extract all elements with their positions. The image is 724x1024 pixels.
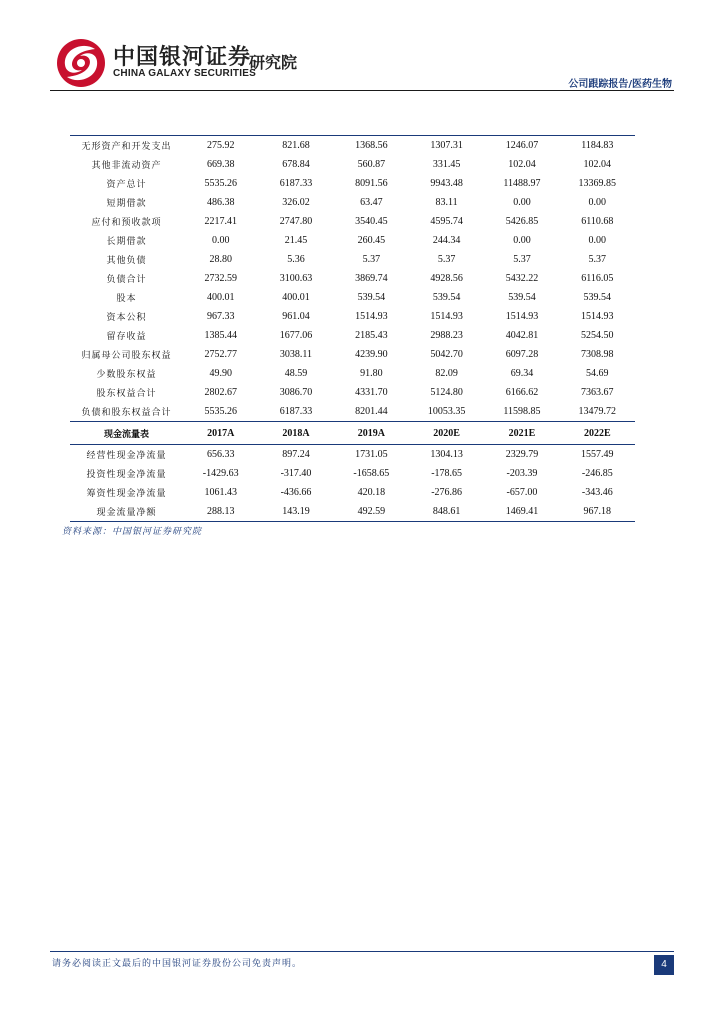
table-cell: 5.36	[287, 254, 305, 265]
row-label: 筹资性现金净流量	[86, 489, 167, 499]
table-cell: 848.61	[409, 502, 484, 522]
table-row	[70, 174, 635, 193]
table-cell: 6097.28	[505, 349, 539, 360]
table-cell: 54.69	[586, 368, 609, 379]
page-header	[0, 0, 724, 96]
table-cell: 13369.85	[578, 178, 617, 189]
table-cell: 5042.70	[430, 349, 463, 360]
table-cell: 82.09	[435, 368, 458, 379]
balance-sheet-section	[70, 136, 635, 422]
table-cell: 6187.33	[279, 178, 313, 189]
table-cell: -1658.65	[353, 468, 390, 479]
table-cell: 326.02	[282, 197, 310, 208]
table-cell: -203.39	[506, 468, 538, 479]
table-cell: 244.34	[432, 235, 461, 246]
row-label: 现金流量净额	[70, 502, 183, 522]
table-cell: -343.46	[581, 487, 613, 498]
galaxy-logo-icon	[55, 37, 107, 89]
table-row	[70, 212, 635, 231]
row-label: 资本公积	[106, 313, 147, 323]
table-cell: 4239.90	[355, 349, 388, 360]
table-cell: 1557.49	[581, 449, 614, 460]
table-cell: 897.24	[282, 449, 310, 460]
year-header: 2017A	[183, 422, 258, 445]
row-label: 应付和预收款项	[91, 218, 162, 228]
table-cell: -317.40	[280, 468, 312, 479]
table-cell: 1307.31	[409, 136, 484, 156]
row-label: 经营性现金净流量	[86, 451, 167, 461]
table-cell: 492.59	[334, 502, 409, 522]
table-cell: 5.37	[588, 254, 607, 265]
table-cell: 2329.79	[505, 449, 539, 460]
table-cell: 83.11	[435, 197, 458, 208]
table-cell: 6110.68	[581, 216, 614, 227]
cashflow-section	[70, 422, 635, 445]
table-row	[70, 483, 635, 502]
table-cell: 48.59	[284, 368, 308, 379]
row-label: 归属母公司股东权益	[81, 351, 172, 361]
institute-name: 研究院	[249, 53, 298, 72]
table-cell: 143.19	[258, 502, 333, 522]
table-cell: 5535.26	[204, 406, 237, 417]
table-cell: 1469.41	[484, 502, 559, 522]
table-cell: 1514.93	[355, 311, 388, 322]
row-label: 负债合计	[106, 275, 147, 285]
table-cell: 1368.56	[334, 136, 409, 156]
row-label: 少数股东权益	[96, 370, 157, 380]
row-label: 短期借款	[106, 199, 147, 209]
table-cell: 5.37	[513, 254, 531, 265]
table-cell: 288.13	[183, 502, 258, 522]
table-cell: 11488.97	[503, 178, 541, 189]
table-cell: 539.54	[508, 292, 536, 303]
table-row	[70, 193, 635, 212]
table-row	[70, 136, 635, 156]
row-label: 留存收益	[106, 332, 147, 342]
header-rule	[50, 90, 674, 91]
table-cell: 1514.93	[430, 311, 463, 322]
table-cell: 1385.44	[204, 330, 237, 341]
table-cell: -657.00	[506, 487, 538, 498]
table-cell: 275.92	[183, 136, 258, 156]
table-cell: 63.47	[360, 197, 383, 208]
table-cell: 0.00	[513, 197, 531, 208]
table-cell: 4928.56	[430, 273, 463, 284]
table-cell: -178.65	[431, 468, 463, 479]
table-cell: 13479.72	[578, 406, 617, 417]
table-row	[70, 345, 635, 364]
table-cell: 21.45	[284, 235, 308, 246]
year-header: 2020E	[409, 422, 484, 445]
row-label: 无形资产和开发支出	[70, 136, 183, 156]
table-cell: 669.38	[206, 159, 235, 170]
table-cell: 967.33	[206, 311, 235, 322]
table-cell: 1061.43	[204, 487, 237, 498]
table-cell: 3038.11	[279, 349, 313, 360]
table-cell: 1184.83	[560, 136, 635, 156]
table-cell: -1429.63	[202, 468, 239, 479]
table-row	[70, 231, 635, 250]
table-row	[70, 307, 635, 326]
table-cell: 1304.13	[430, 449, 463, 460]
logo-chinese-name: 中国银河证券	[113, 45, 252, 70]
source-note: 资料来源：中国银河证券研究院	[62, 527, 203, 537]
table-cell: 4042.81	[505, 330, 539, 341]
table-cell: 400.01	[206, 292, 235, 303]
table-cell: 2747.80	[279, 216, 313, 227]
table-row	[70, 502, 635, 522]
row-label: 其他负债	[106, 256, 147, 266]
table-cell: -436.66	[280, 487, 312, 498]
table-cell: 1514.93	[505, 311, 539, 322]
table-cell: 7363.67	[581, 387, 614, 398]
table-cell: 69.34	[510, 368, 534, 379]
table-cell: 3540.45	[355, 216, 388, 227]
table-cell: 8201.44	[355, 406, 388, 417]
table-cell: 5432.22	[505, 273, 539, 284]
table-cell: 5124.80	[430, 387, 463, 398]
table-cell: -246.85	[581, 468, 613, 479]
table-cell: 2752.77	[204, 349, 237, 360]
table-cell: 7308.98	[581, 349, 614, 360]
table-row	[70, 464, 635, 483]
table-row	[70, 383, 635, 402]
table-cell: 9943.48	[430, 178, 463, 189]
table-cell: 0.00	[588, 235, 607, 246]
table-cell: 2217.41	[204, 216, 237, 227]
table-cell: 260.45	[357, 235, 386, 246]
table-cell: 102.04	[508, 159, 536, 170]
table-row	[70, 445, 635, 465]
table-cell: 4331.70	[355, 387, 388, 398]
table-cell: 3086.70	[279, 387, 313, 398]
table-cell: 486.38	[206, 197, 235, 208]
page-number: 4	[654, 955, 674, 975]
row-label: 其他非流动资产	[91, 161, 162, 171]
table-cell: 11598.85	[503, 406, 541, 417]
year-header: 2022E	[560, 422, 635, 445]
table-cell: 28.80	[209, 254, 232, 265]
table-cell: 102.04	[583, 159, 612, 170]
table-cell: 1514.93	[581, 311, 614, 322]
cashflow-title: 现金流量表	[70, 422, 183, 445]
table-cell: 1677.06	[279, 330, 313, 341]
table-cell: 6116.05	[581, 273, 614, 284]
financial-table	[70, 135, 635, 522]
table-cell: 6187.33	[279, 406, 313, 417]
table-cell: 678.84	[282, 159, 310, 170]
row-label: 负债和股东权益合计	[81, 408, 172, 418]
table-cell: 6166.62	[505, 387, 539, 398]
table-cell: 49.90	[209, 368, 232, 379]
table-cell: 1246.07	[484, 136, 559, 156]
table-cell: 1731.05	[355, 449, 388, 460]
table-cell: 656.33	[206, 449, 235, 460]
report-type: 公司跟踪报告/医药生物	[568, 79, 672, 90]
table-cell: 3100.63	[279, 273, 313, 284]
table-cell: 560.87	[357, 159, 386, 170]
row-label: 投资性现金净流量	[86, 470, 167, 480]
table-cell: 5535.26	[204, 178, 237, 189]
table-row	[70, 155, 635, 174]
table-cell: 4595.74	[430, 216, 463, 227]
table-cell: 2988.23	[430, 330, 463, 341]
table-cell: 400.01	[282, 292, 310, 303]
row-label: 股东权益合计	[96, 389, 157, 399]
table-cell: 420.18	[357, 487, 386, 498]
table-row	[70, 250, 635, 269]
table-cell: 5426.85	[505, 216, 539, 227]
table-row	[70, 326, 635, 345]
logo-english-name: CHINA GALAXY SECURITIES	[113, 68, 256, 79]
table-cell: 8091.56	[355, 178, 388, 189]
table-cell: 539.54	[357, 292, 386, 303]
row-label: 资产总计	[106, 180, 147, 190]
table-cell: 539.54	[583, 292, 612, 303]
table-cell: 5.37	[437, 254, 456, 265]
table-row	[70, 402, 635, 422]
table-cell: 821.68	[258, 136, 333, 156]
cashflow-header-row	[70, 422, 635, 445]
table-cell: 961.04	[282, 311, 310, 322]
row-label: 长期借款	[106, 237, 147, 247]
table-cell: 0.00	[211, 235, 230, 246]
table-cell: 967.18	[560, 502, 635, 522]
table-cell: 5254.50	[581, 330, 614, 341]
table-cell: 10053.35	[427, 406, 466, 417]
disclaimer: 请务必阅读正文最后的中国银河证券股份公司免责声明。	[52, 959, 303, 969]
row-label: 股本	[116, 294, 137, 304]
table-cell: 5.37	[362, 254, 381, 265]
table-cell: 539.54	[432, 292, 461, 303]
year-header: 2021E	[484, 422, 559, 445]
table-cell: 2802.67	[204, 387, 237, 398]
table-row	[70, 364, 635, 383]
table-row	[70, 269, 635, 288]
table-row	[70, 288, 635, 307]
year-header: 2019A	[334, 422, 409, 445]
table-cell: 91.80	[360, 368, 383, 379]
table-cell: 0.00	[588, 197, 607, 208]
table-cell: 2185.43	[355, 330, 388, 341]
cashflow-rows	[70, 445, 635, 522]
footer-rule	[50, 951, 674, 952]
table-cell: 0.00	[513, 235, 531, 246]
table-cell: -276.86	[431, 487, 463, 498]
table-cell: 2732.59	[204, 273, 237, 284]
year-header: 2018A	[258, 422, 333, 445]
table-cell: 331.45	[432, 159, 461, 170]
table-cell: 3869.74	[355, 273, 388, 284]
